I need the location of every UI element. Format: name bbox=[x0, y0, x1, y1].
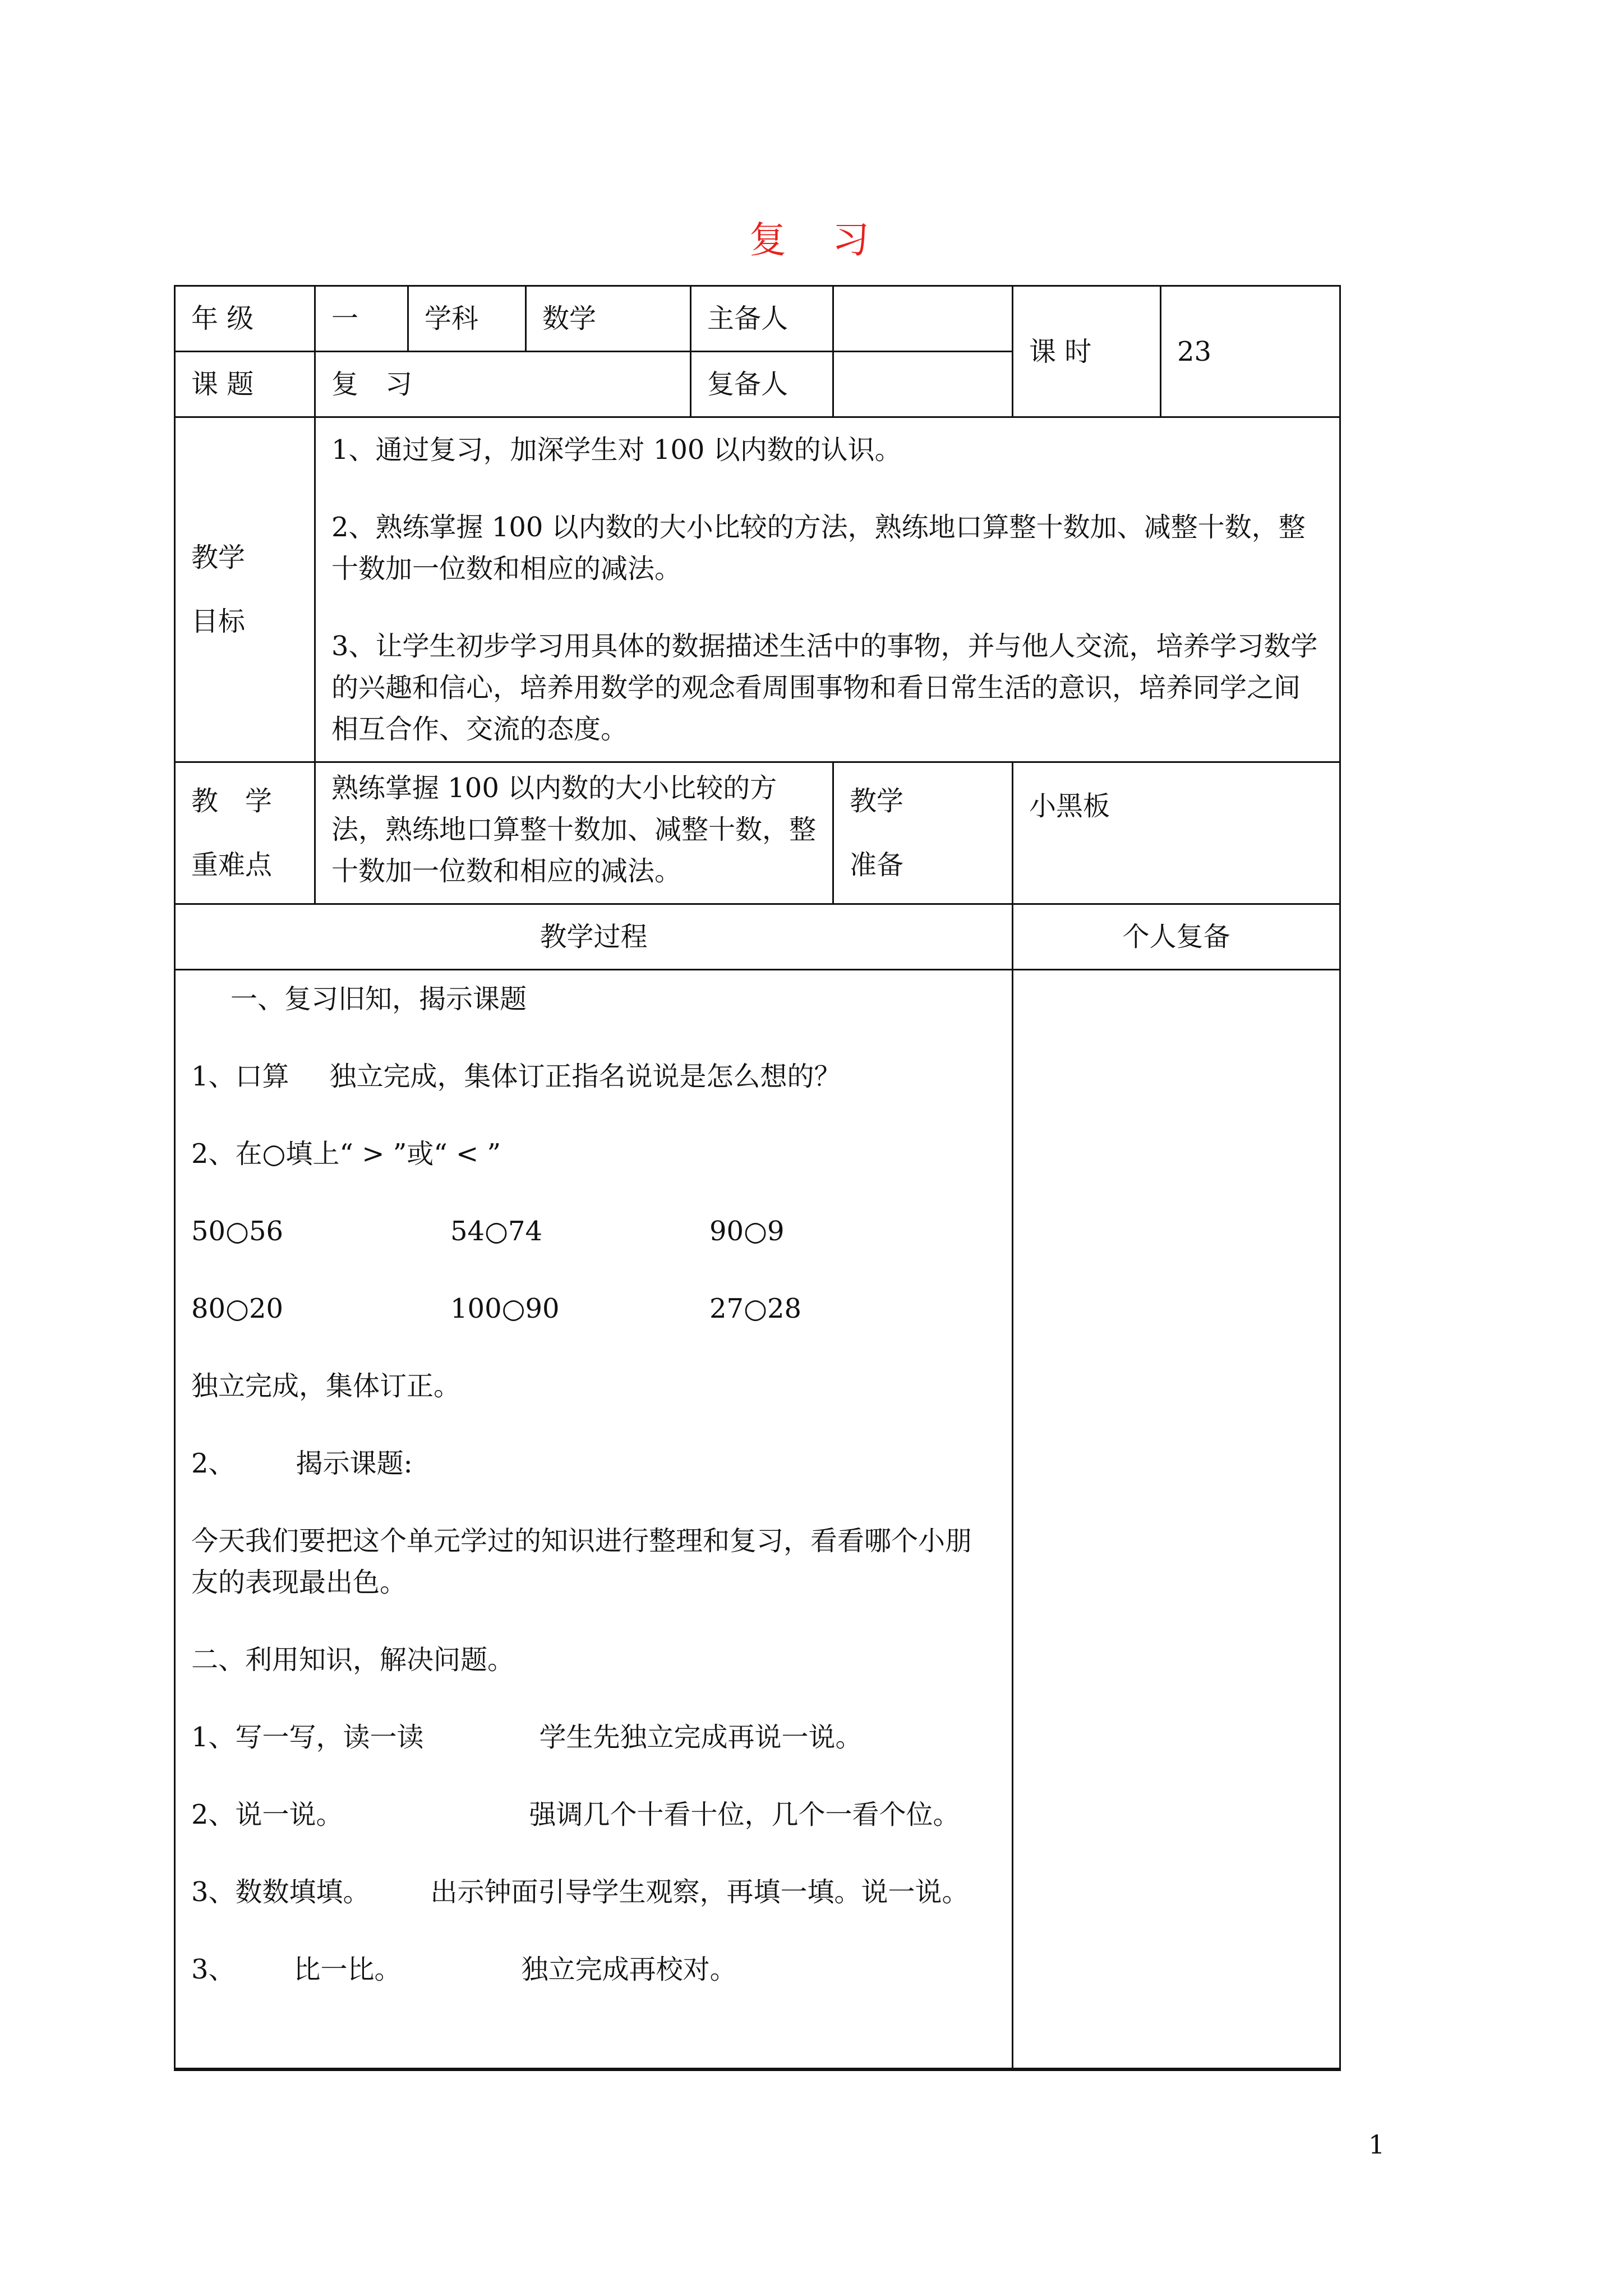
process-line: 2、在○填上“ > ”或“ < ” bbox=[191, 1138, 501, 1170]
process-body-row bbox=[175, 970, 1340, 2069]
comparison-row bbox=[191, 1288, 996, 1329]
comparison-item: 90○9 bbox=[709, 1216, 785, 1247]
grade-label: 年 级 bbox=[175, 286, 315, 352]
process-line bbox=[191, 1717, 996, 1758]
process-line-label: 1、写一写，读一读 bbox=[191, 1722, 424, 1753]
goals-label-line2: 目标 bbox=[191, 606, 246, 637]
process-line bbox=[191, 1794, 996, 1835]
page-title: 复 习 bbox=[749, 218, 874, 261]
goals-label bbox=[175, 417, 315, 762]
process-line-text: 强调几个十看十位，几个一看个位。 bbox=[529, 1799, 960, 1830]
process-header-row bbox=[175, 904, 1340, 970]
comparison-item: 50○56 bbox=[191, 1216, 284, 1247]
page-number: 1 bbox=[1368, 2129, 1385, 2160]
process-line bbox=[191, 1443, 996, 1484]
process-line-label: 3、 bbox=[191, 1954, 236, 1985]
process-line-label: 1、口算 bbox=[191, 1061, 289, 1092]
comparison-item: 54○74 bbox=[450, 1216, 543, 1247]
header-row-1 bbox=[175, 286, 1340, 352]
goals-content bbox=[315, 417, 1340, 762]
process-line-text: 独立完成，集体订正指名说说是怎么想的？ bbox=[329, 1061, 841, 1092]
teaching-prep-label-line1: 教学 bbox=[850, 785, 904, 817]
comparison-item: 27○28 bbox=[709, 1293, 802, 1324]
process-line: 独立完成，集体订正。 bbox=[191, 1370, 461, 1402]
key-points-label-line2: 重难点 bbox=[191, 849, 273, 881]
process-line-text: 独立完成再校对。 bbox=[521, 1954, 737, 1985]
period-value: 23 bbox=[1161, 286, 1340, 417]
process-line-label: 2、说一说。 bbox=[191, 1799, 343, 1830]
goals-label-line1: 教学 bbox=[191, 542, 246, 573]
goal-item: 1、通过复习，加深学生对 100 以内数的认识。 bbox=[331, 434, 902, 466]
goal-item: 3、让学生初步学习用具体的数据描述生活中的事物，并与他人交流，培养学习数学的兴趣和信心，培养用数学的观念看周围事物和看日常生活的意识，培养同学之间相互合作、交流的态度。 bbox=[331, 631, 1318, 745]
co-prep-value bbox=[833, 352, 1013, 417]
lesson-plan-table bbox=[174, 285, 1341, 2071]
process-line-text: 揭示课题: bbox=[296, 1448, 413, 1479]
subject-value: 数学 bbox=[526, 286, 691, 352]
process-line-text: 学生先独立完成再说一说。 bbox=[539, 1722, 863, 1753]
goals-row bbox=[175, 417, 1340, 762]
process-header: 教学过程 bbox=[175, 904, 1013, 970]
key-points-label bbox=[175, 762, 315, 904]
process-line bbox=[191, 1056, 996, 1097]
comparison-item: 80○20 bbox=[191, 1293, 284, 1324]
teaching-prep-label-line2: 准备 bbox=[850, 849, 904, 881]
process-line-label: 3、数数填填。 bbox=[191, 1876, 370, 1908]
period-label: 课 时 bbox=[1013, 286, 1161, 417]
main-prep-label: 主备人 bbox=[691, 286, 833, 352]
main-prep-value bbox=[833, 286, 1013, 352]
section-heading: 二、利用知识，解决问题。 bbox=[191, 1644, 515, 1676]
process-line: 今天我们要把这个单元学过的知识进行整理和复习，看看哪个小朋友的表现最出色。 bbox=[191, 1525, 972, 1598]
goal-item: 2、熟练掌握 100 以内数的大小比较的方法，熟练地口算整十数加、减整十数，整十数加一位数和相应的减法。 bbox=[331, 512, 1306, 585]
topic-label: 课 题 bbox=[175, 352, 315, 417]
comparison-item: 100○90 bbox=[450, 1293, 560, 1324]
key-points-label-line1: 教 学 bbox=[191, 785, 273, 817]
grade-value: 一 bbox=[315, 286, 408, 352]
process-line bbox=[191, 1871, 996, 1913]
comparison-row bbox=[191, 1211, 996, 1252]
key-points-text: 熟练掌握 100 以内数的大小比较的方法，熟练地口算整十数加、减整十数，整十数加一位数和相应的减法。 bbox=[315, 762, 833, 904]
process-line bbox=[191, 1949, 996, 1990]
subject-label: 学科 bbox=[408, 286, 526, 352]
process-line-label: 2、 bbox=[191, 1448, 236, 1479]
process-line-text: 出示钟面引导学生观察，再填一填。说一说。 bbox=[430, 1876, 969, 1908]
process-line-mid: 比一比。 bbox=[293, 1954, 402, 1985]
personal-prep-header: 个人复备 bbox=[1013, 904, 1340, 970]
teaching-prep-value: 小黑板 bbox=[1013, 762, 1340, 904]
section-heading: 一、复习旧知，揭示课题 bbox=[230, 983, 527, 1015]
process-content bbox=[175, 970, 1013, 2069]
co-prep-label: 复备人 bbox=[691, 352, 833, 417]
personal-prep-column bbox=[1013, 970, 1340, 2069]
topic-value: 复 习 bbox=[315, 352, 691, 417]
key-points-row bbox=[175, 762, 1340, 904]
teaching-prep-label bbox=[833, 762, 1013, 904]
